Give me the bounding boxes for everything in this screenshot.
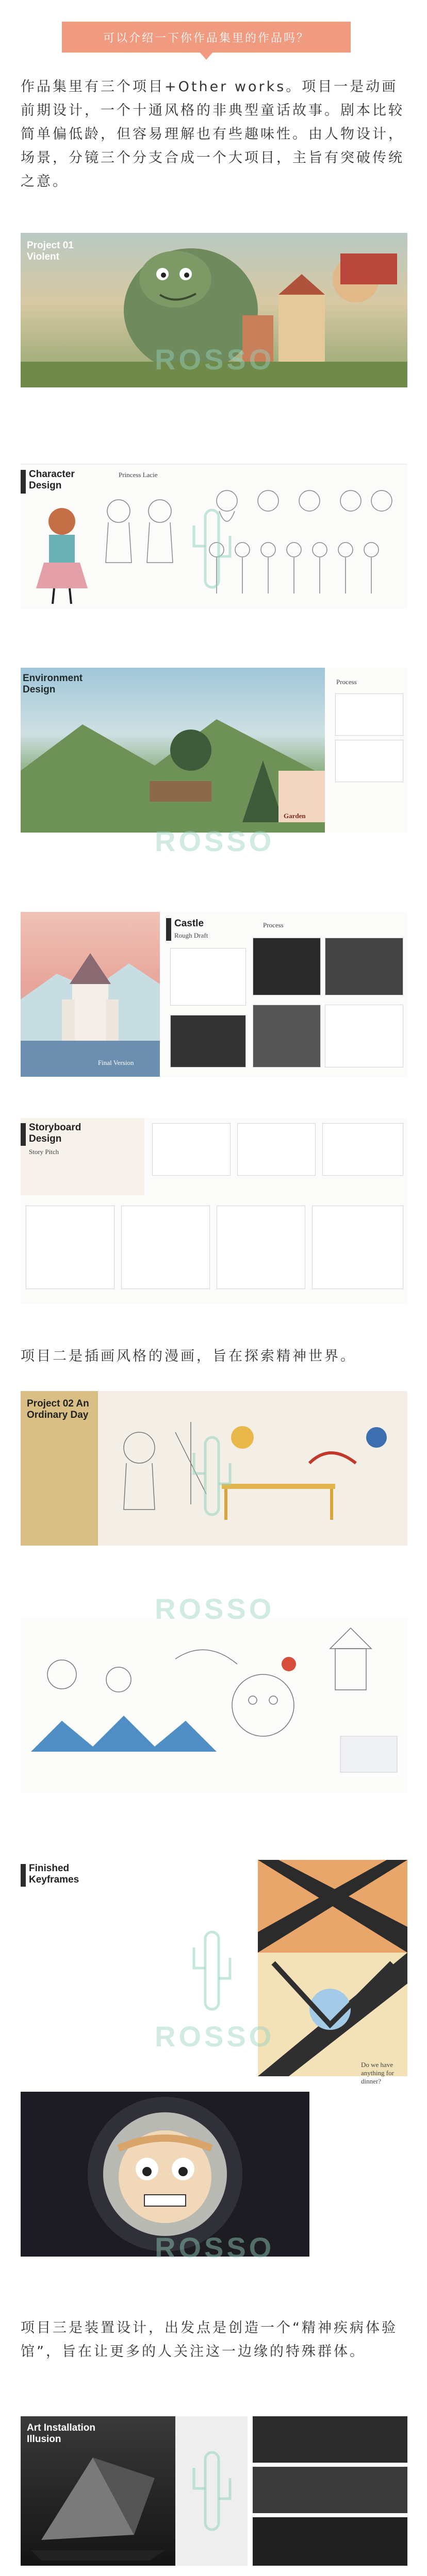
keyframes-tag-bar	[21, 1864, 26, 1887]
storyboard-frame-2	[237, 1123, 316, 1176]
storyboard-frame-5	[121, 1206, 210, 1289]
castle-subtitle: Rough Draft	[174, 931, 208, 939]
keyframe-caption-block	[31, 1958, 134, 2025]
castle-process-3	[170, 1015, 246, 1067]
environment-design-panel	[21, 668, 407, 833]
cactus-logo-icon	[184, 1917, 240, 2020]
project2-strip-art	[21, 1618, 407, 1793]
castle-rough-sketch	[170, 948, 246, 1006]
keyframes-title: Finished Keyframes	[29, 1863, 79, 1885]
castle-final-art	[21, 912, 160, 1077]
castle-title: Castle	[174, 918, 204, 929]
character-tag-bar	[21, 470, 26, 494]
castle-process-2	[325, 938, 403, 995]
storyboard-frame-4	[26, 1206, 114, 1289]
storyboard-frame-1	[152, 1123, 231, 1176]
cactus-logo-icon	[184, 2437, 240, 2540]
project2-paragraph: 项目二是插画风格的漫画，旨在探索精神世界。	[21, 1348, 356, 1364]
character-subtitle: Princess Lacie	[119, 471, 158, 479]
cactus-logo-icon	[184, 1422, 240, 1525]
project2-illustration-strip	[21, 1618, 407, 1793]
castle-process-5	[325, 1005, 403, 1067]
project3-paragraph: 项目三是装置设计，出发点是创造一个“精神疾病体验馆”，旨在让更多的人关注这一边缘的特殊群体。	[21, 2320, 398, 2360]
storyboard-frame-6	[217, 1206, 305, 1289]
installation-render-2	[253, 2467, 407, 2513]
watermark: ROSSO	[155, 1592, 275, 1625]
keyframe-2	[258, 1953, 407, 2076]
castle-process-label: Process	[263, 921, 284, 929]
banner-text: 可以介绍一下你作品集里的作品吗？	[103, 31, 309, 45]
storyboard-title: Storyboard Design	[29, 1122, 81, 1144]
environment-process-sketch-2	[335, 740, 403, 782]
environment-garden-label: Garden	[284, 812, 306, 820]
watermark: ROSSO	[155, 2231, 275, 2264]
keyframe-1	[258, 1860, 407, 1953]
watermark: ROSSO	[155, 343, 275, 376]
environment-process-sketch-1	[335, 693, 403, 736]
castle-tag-bar	[166, 918, 171, 941]
castle-process-4	[253, 1005, 321, 1067]
storyboard-frame-7	[312, 1206, 403, 1289]
character-title: Character Design	[29, 469, 75, 491]
watermark: ROSSO	[155, 2020, 275, 2053]
watermark: ROSSO	[155, 825, 275, 857]
intro-banner	[62, 22, 351, 53]
castle-final-label: Final Version	[98, 1059, 134, 1066]
storyboard-frame-3	[322, 1123, 403, 1176]
castle-process-1	[253, 938, 321, 995]
installation-render-1	[253, 2416, 407, 2463]
installation-render-3	[253, 2517, 407, 2566]
banner-tail	[200, 53, 212, 60]
project1-title: Project 01 Violent	[27, 240, 74, 262]
storyboard-tag-bar	[21, 1123, 26, 1146]
project2-title: Project 02 An Ordinary Day	[27, 1398, 89, 1420]
keyframe-dialog: Do we have anything for dinner?	[361, 2061, 394, 2085]
project1-title-block	[340, 253, 397, 284]
castle-panel	[21, 912, 407, 1077]
storyboard-panel	[21, 1118, 407, 1303]
cactus-logo-icon	[184, 495, 240, 598]
environment-title: Environment Design	[23, 673, 83, 695]
intro-paragraph: 作品集里有三个项目+Other works。项目一是动画前期设计，一个十通风格的非典型童话故事。剧本比较简单偏低龄，但容易理解也有些趣味性。由人物设计，场景，分镜三个分支合成一个大项目，主旨有突破传统之意。	[21, 79, 404, 190]
project3-title: Art Installation Illusion	[27, 2422, 96, 2445]
storyboard-subtitle: Story Pitch	[29, 1148, 59, 1156]
environment-process-label: Process	[336, 678, 357, 686]
